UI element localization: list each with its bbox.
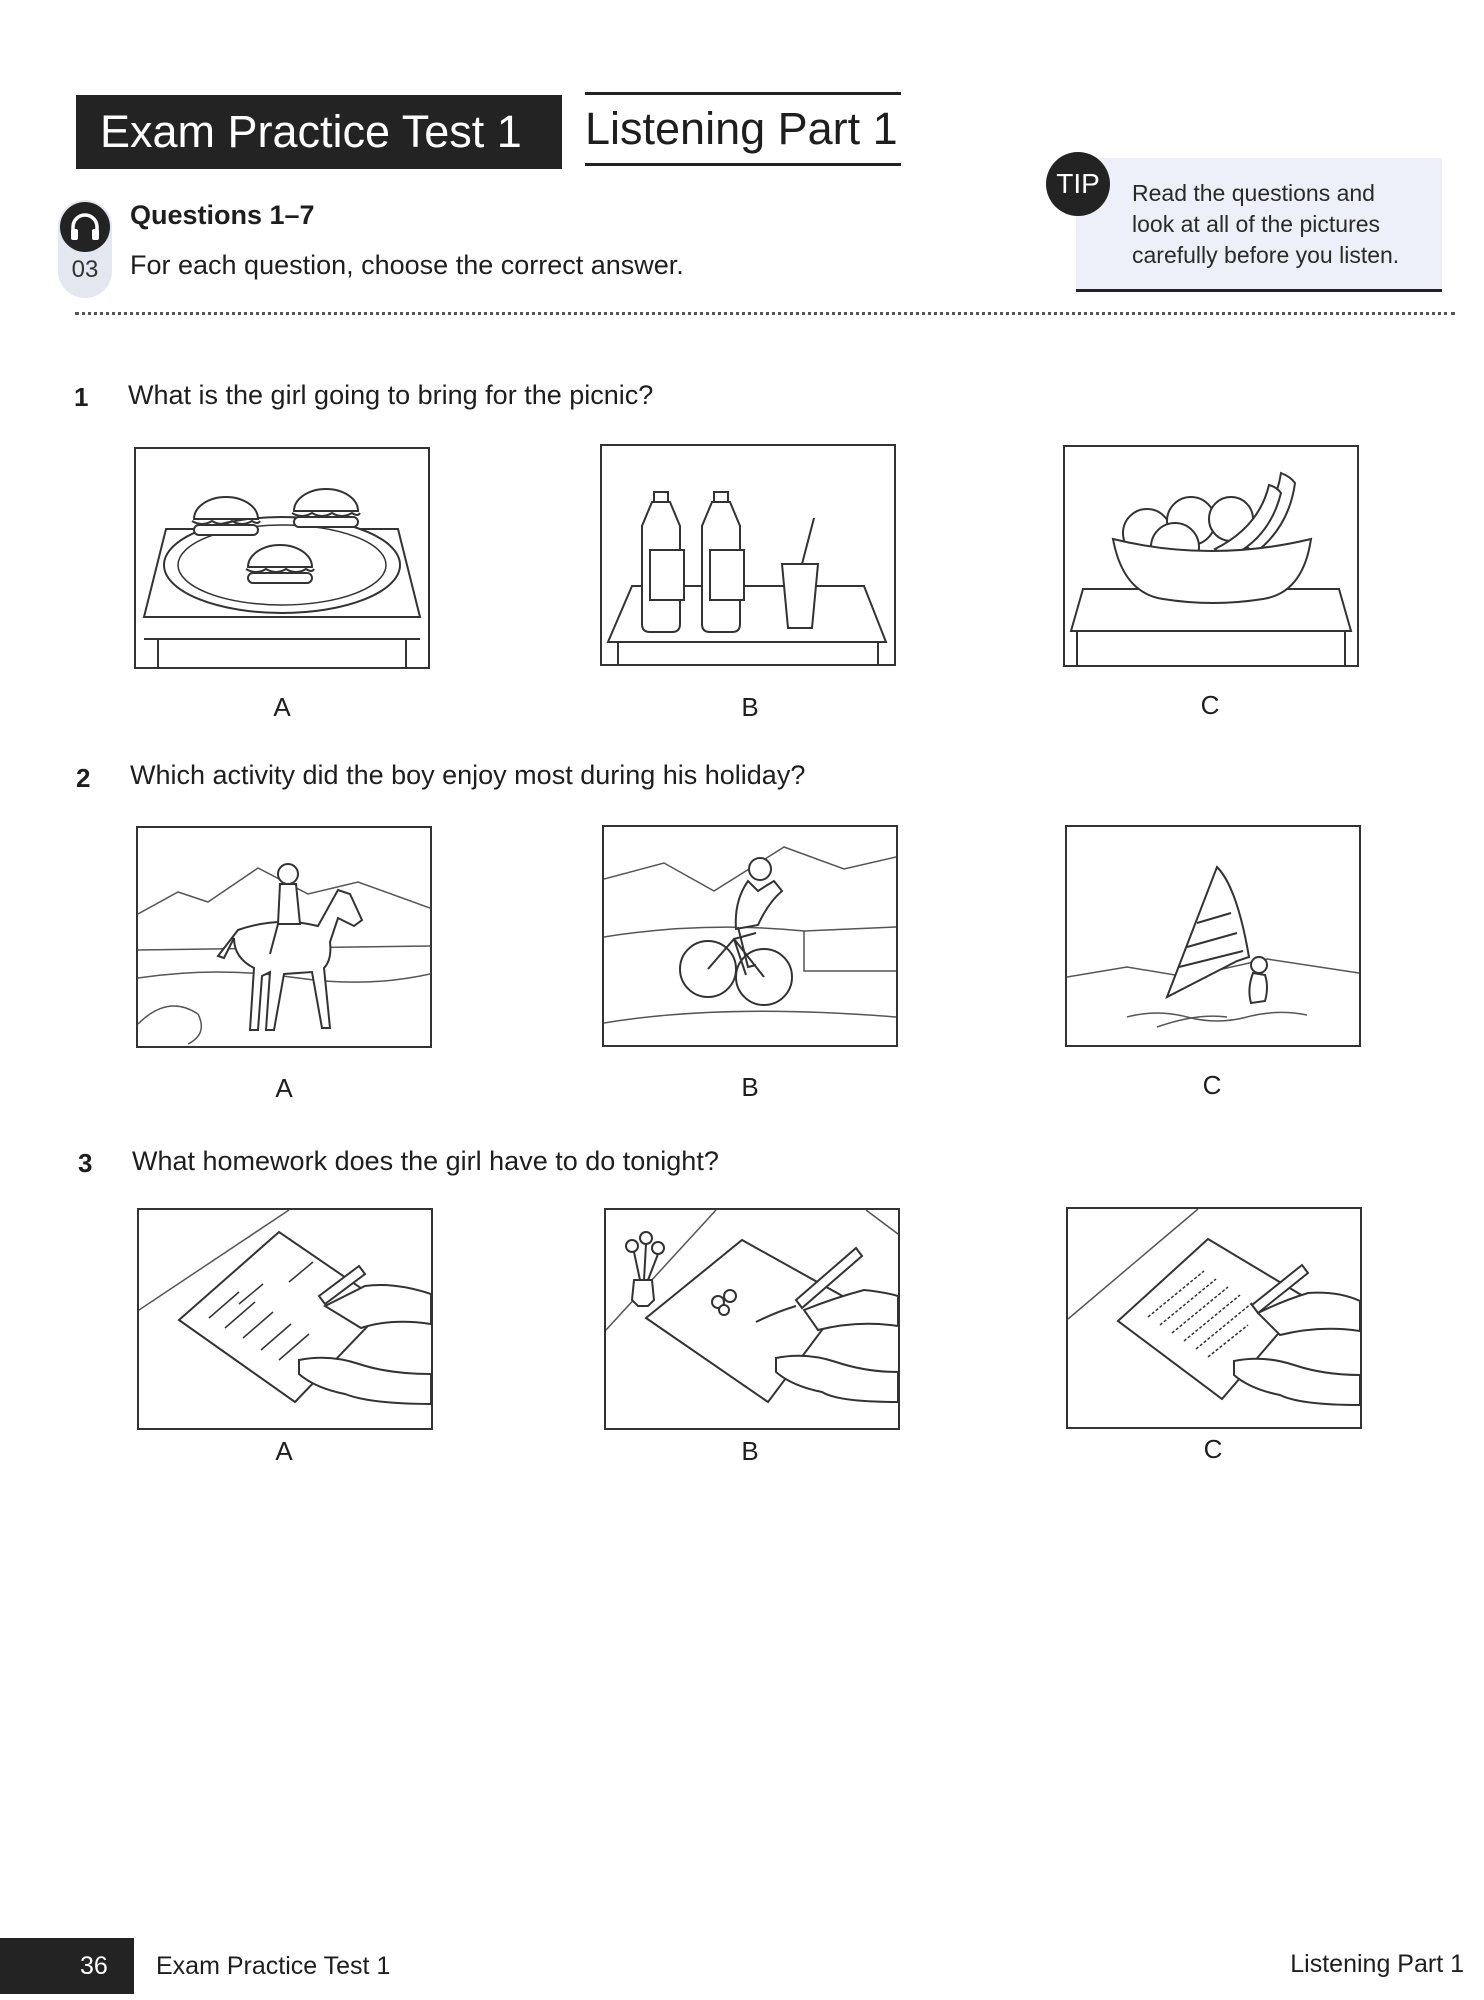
question-text: What is the girl going to bring for the picnic?	[128, 380, 654, 410]
option-label[interactable]: C	[1200, 690, 1220, 720]
question-number: 3	[78, 1148, 93, 1178]
question-number: 2	[76, 763, 91, 793]
footer-page-tab	[0, 1938, 134, 1994]
option-image-fruit[interactable]	[1063, 445, 1359, 667]
footer-part-title: Listening Part 1	[1290, 1950, 1464, 1978]
questions-range: Questions 1–7	[130, 200, 315, 230]
option-image-maths[interactable]	[137, 1208, 433, 1430]
tip-line: look at all of the pictures	[1132, 211, 1381, 237]
option-image-windsurfing[interactable]	[1065, 825, 1361, 1047]
option-label[interactable]: A	[273, 692, 291, 722]
option-label[interactable]: C	[1202, 1070, 1222, 1100]
option-label[interactable]: B	[741, 692, 759, 722]
track-number: 03	[71, 256, 99, 283]
tip-badge: TIP	[1046, 152, 1110, 216]
test-title-banner	[76, 95, 562, 169]
option-label[interactable]: C	[1203, 1434, 1223, 1464]
question-number: 1	[74, 382, 89, 412]
part-title: Listening Part 1	[585, 92, 901, 166]
option-image-drinks[interactable]	[600, 444, 896, 666]
option-label[interactable]: B	[741, 1072, 759, 1102]
tip-line: Read the questions and	[1132, 180, 1375, 206]
option-image-cycling[interactable]	[602, 825, 898, 1047]
tip-box	[1076, 158, 1442, 292]
page-number: 36	[80, 1952, 108, 1980]
option-image-writing[interactable]	[1066, 1207, 1362, 1429]
headphones-icon	[60, 202, 110, 252]
tip-line: carefully before you listen.	[1132, 242, 1400, 268]
question-text: Which activity did the boy enjoy most during his holiday?	[130, 760, 806, 790]
dotted-divider	[75, 312, 1455, 315]
option-image-horse-riding[interactable]	[136, 826, 432, 1048]
option-label[interactable]: A	[275, 1436, 293, 1466]
test-title: Exam Practice Test 1	[100, 106, 522, 157]
option-image-drawing[interactable]	[604, 1208, 900, 1430]
option-image-burgers[interactable]	[134, 447, 430, 669]
footer-test-title: Exam Practice Test 1	[156, 1952, 391, 1980]
option-label[interactable]: A	[275, 1073, 293, 1103]
audio-track-badge[interactable]	[58, 200, 112, 298]
question-text: What homework does the girl have to do tonight?	[132, 1146, 719, 1176]
option-label[interactable]: B	[741, 1436, 759, 1466]
instruction-text: For each question, choose the correct answer.	[130, 250, 684, 280]
